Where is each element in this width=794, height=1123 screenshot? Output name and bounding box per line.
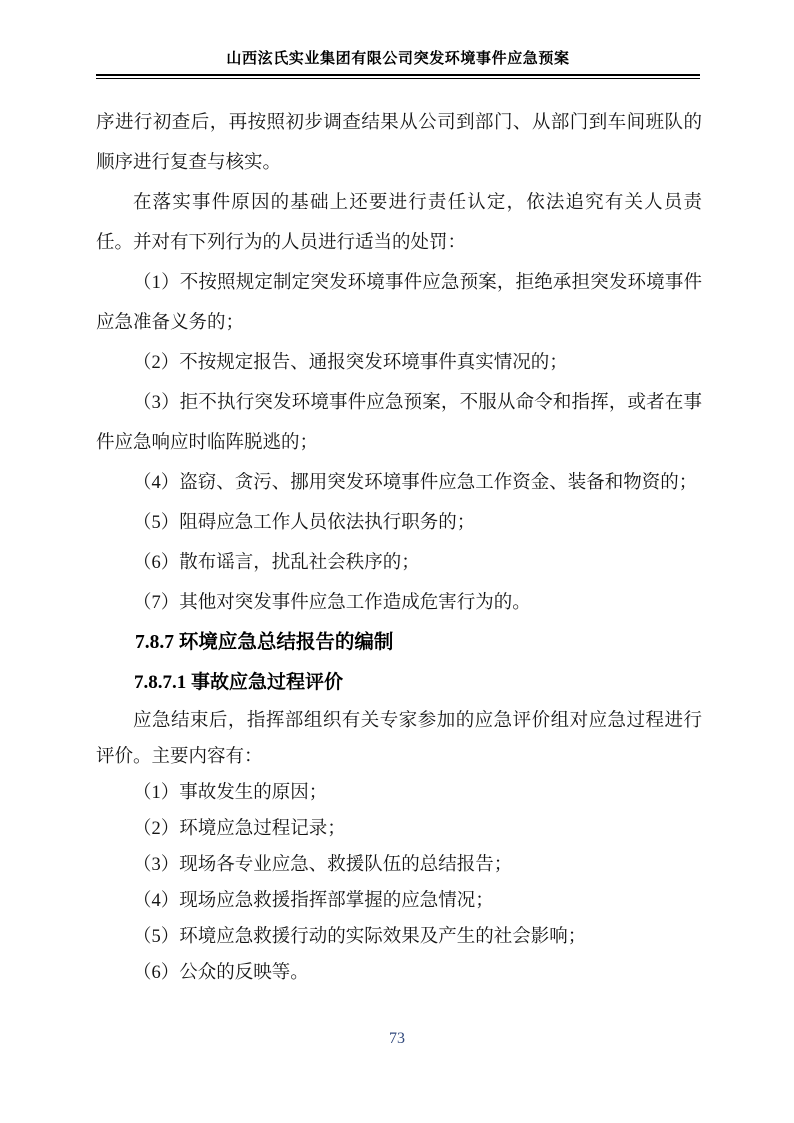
document-body (96, 103, 702, 991)
paragraph-continuation: 序进行初查后，再按照初步调查结果从公司到部门、从部门到车间班队的顺序进行复查与核实。 (96, 113, 702, 173)
evaluation-section (96, 703, 702, 991)
list-item: （6）散布谣言，扰乱社会秩序的； (133, 553, 420, 573)
page-header (96, 48, 700, 79)
page-number: 73 (389, 1030, 405, 1047)
page-footer (0, 1028, 794, 1050)
list-item: （2）不按规定报告、通报突发环境事件真实情况的； (133, 353, 568, 373)
header-rule (96, 74, 700, 79)
list-item: （6）公众的反映等。 (133, 963, 309, 983)
header-rule-thick-line (96, 74, 700, 76)
list-item: （3）现场各专业应急、救援队伍的总结报告； (133, 855, 513, 875)
list-item: （4）现场应急救援指挥部掌握的应急情况； (133, 891, 494, 911)
paragraph-responsibility: 在落实事件原因的基础上还要进行责任认定，依法追究有关人员责任。并对有下列行为的人员进行适当的处罚： (96, 193, 702, 253)
list-item: （5）环境应急救援行动的实际效果及产生的社会影响； (133, 927, 587, 947)
section-heading-evaluation: 7.8.7.1 事故应急过程评价 (134, 672, 344, 693)
header-rule-thin-line (96, 78, 700, 79)
paragraph-evaluation: 应急结束后，指挥部组织有关专家参加的应急评价组对应急过程进行评价。主要内容有： (96, 711, 702, 767)
header-title: 山西泫氏实业集团有限公司突发环境事件应急预案 (226, 51, 570, 67)
list-item: （7）其他对突发事件应急工作造成危害行为的。 (133, 593, 531, 613)
list-item: （1）事故发生的原因； (133, 783, 328, 803)
list-item: （5）阻碍应急工作人员依法执行职务的； (133, 513, 476, 533)
section-heading-report: 7.8.7 环境应急总结报告的编制 (135, 632, 394, 653)
list-item: （2）环境应急过程记录； (133, 819, 346, 839)
list-item: （4）盗窃、贪污、挪用突发环境事件应急工作资金、装备和物资的； (133, 473, 698, 493)
list-item: （3）拒不执行突发环境事件应急预案，不服从命令和指挥，或者在事件应急响应时临阵脱逃的； (96, 393, 702, 453)
list-item: （1）不按照规定制定突发环境事件应急预案，拒绝承担突发环境事件应急准备义务的； (96, 273, 702, 333)
